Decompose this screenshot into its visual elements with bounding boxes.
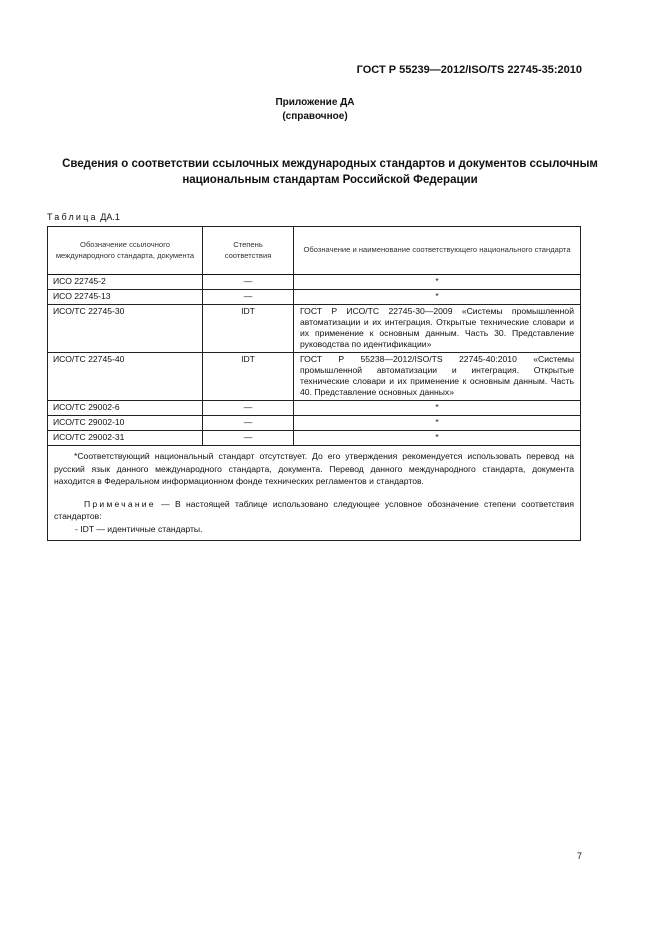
table-row bbox=[48, 290, 581, 305]
cell-national: * bbox=[294, 416, 581, 431]
appendix-type: (справочное) bbox=[282, 111, 348, 122]
cell-degree: — bbox=[203, 431, 294, 446]
table-caption bbox=[47, 212, 120, 222]
note-item: - IDT — идентичные стандарты. bbox=[75, 523, 203, 534]
note-label: Примечание bbox=[84, 498, 156, 509]
table-row bbox=[48, 353, 581, 401]
table-row bbox=[48, 416, 581, 431]
header-designation: Обозначение ссылочного международного стандарта, документа bbox=[48, 227, 203, 275]
section-title-line-2: национальным стандартам Российской Федерации bbox=[182, 174, 478, 186]
note-text: — В настоящей таблице использовано следующее условное обозначение степени соответствия стандартов: bbox=[54, 498, 575, 521]
cell-designation: ИСО/ТС 29002-6 bbox=[48, 401, 203, 416]
cell-designation: ИСО/ТС 29002-10 bbox=[48, 416, 203, 431]
cell-national: * bbox=[294, 431, 581, 446]
cell-designation: ИСО 22745-2 bbox=[48, 275, 203, 290]
cell-national: ГОСТ Р ИСО/ТС 22745-30—2009 «Системы промышленной автоматизации и их интеграция. Открытые технические словари и их применение к основным данным. Часть 30. Представление руководства по идентификации» bbox=[294, 305, 581, 353]
cell-national: * bbox=[294, 290, 581, 305]
table-row bbox=[48, 401, 581, 416]
correspondence-table bbox=[47, 226, 581, 541]
page-number: 7 bbox=[577, 851, 583, 861]
cell-national: ГОСТ Р 55238—2012/ISO/TS 22745-40:2010 «Системы промышленной автоматизации и интеграция. Открытые технические словари и их применение к основным данным. Часть 40. Представление основных данных» bbox=[294, 353, 581, 401]
cell-degree: IDT bbox=[203, 305, 294, 353]
section-title-line-1: Сведения о соответствии ссылочных международных стандартов и документов ссылочным bbox=[62, 158, 598, 170]
appendix-heading bbox=[0, 96, 630, 124]
table-footer bbox=[48, 446, 581, 541]
header-national-standard: Обозначение и наименование соответствующего национального стандарта bbox=[294, 227, 581, 275]
cell-designation: ИСО/ТС 29002-31 bbox=[48, 431, 203, 446]
table-header-row bbox=[48, 227, 581, 275]
section-title bbox=[40, 156, 620, 188]
cell-degree: — bbox=[203, 290, 294, 305]
cell-national: * bbox=[294, 275, 581, 290]
table-row bbox=[48, 305, 581, 353]
header-degree: Степень соответствия bbox=[203, 227, 294, 275]
document-code-header: ГОСТ Р 55239—2012/ISO/TS 22745-35:2010 bbox=[356, 64, 582, 76]
cell-degree: — bbox=[203, 401, 294, 416]
table-caption-word: Таблица bbox=[47, 212, 98, 222]
table-footer-row bbox=[48, 446, 581, 541]
cell-degree: — bbox=[203, 275, 294, 290]
cell-designation: ИСО/ТС 22745-30 bbox=[48, 305, 203, 353]
cell-national: * bbox=[294, 401, 581, 416]
cell-degree: IDT bbox=[203, 353, 294, 401]
table-caption-number: ДА.1 bbox=[100, 212, 120, 222]
cell-designation: ИСО/ТС 22745-40 bbox=[48, 353, 203, 401]
cell-degree: — bbox=[203, 416, 294, 431]
table-row bbox=[48, 275, 581, 290]
footnote: *Соответствующий национальный стандарт отсутствует. До его утверждения рекомендуется использовать перевод на русский язык данного международного стандарта, документа. Перевод данного международного стандарта, документа находится в Федеральном информационном фонде технических регламентов и стандартов. bbox=[54, 451, 574, 486]
appendix-name: Приложение ДА bbox=[275, 97, 355, 108]
table-row bbox=[48, 431, 581, 446]
cell-designation: ИСО 22745-13 bbox=[48, 290, 203, 305]
note bbox=[54, 498, 574, 523]
